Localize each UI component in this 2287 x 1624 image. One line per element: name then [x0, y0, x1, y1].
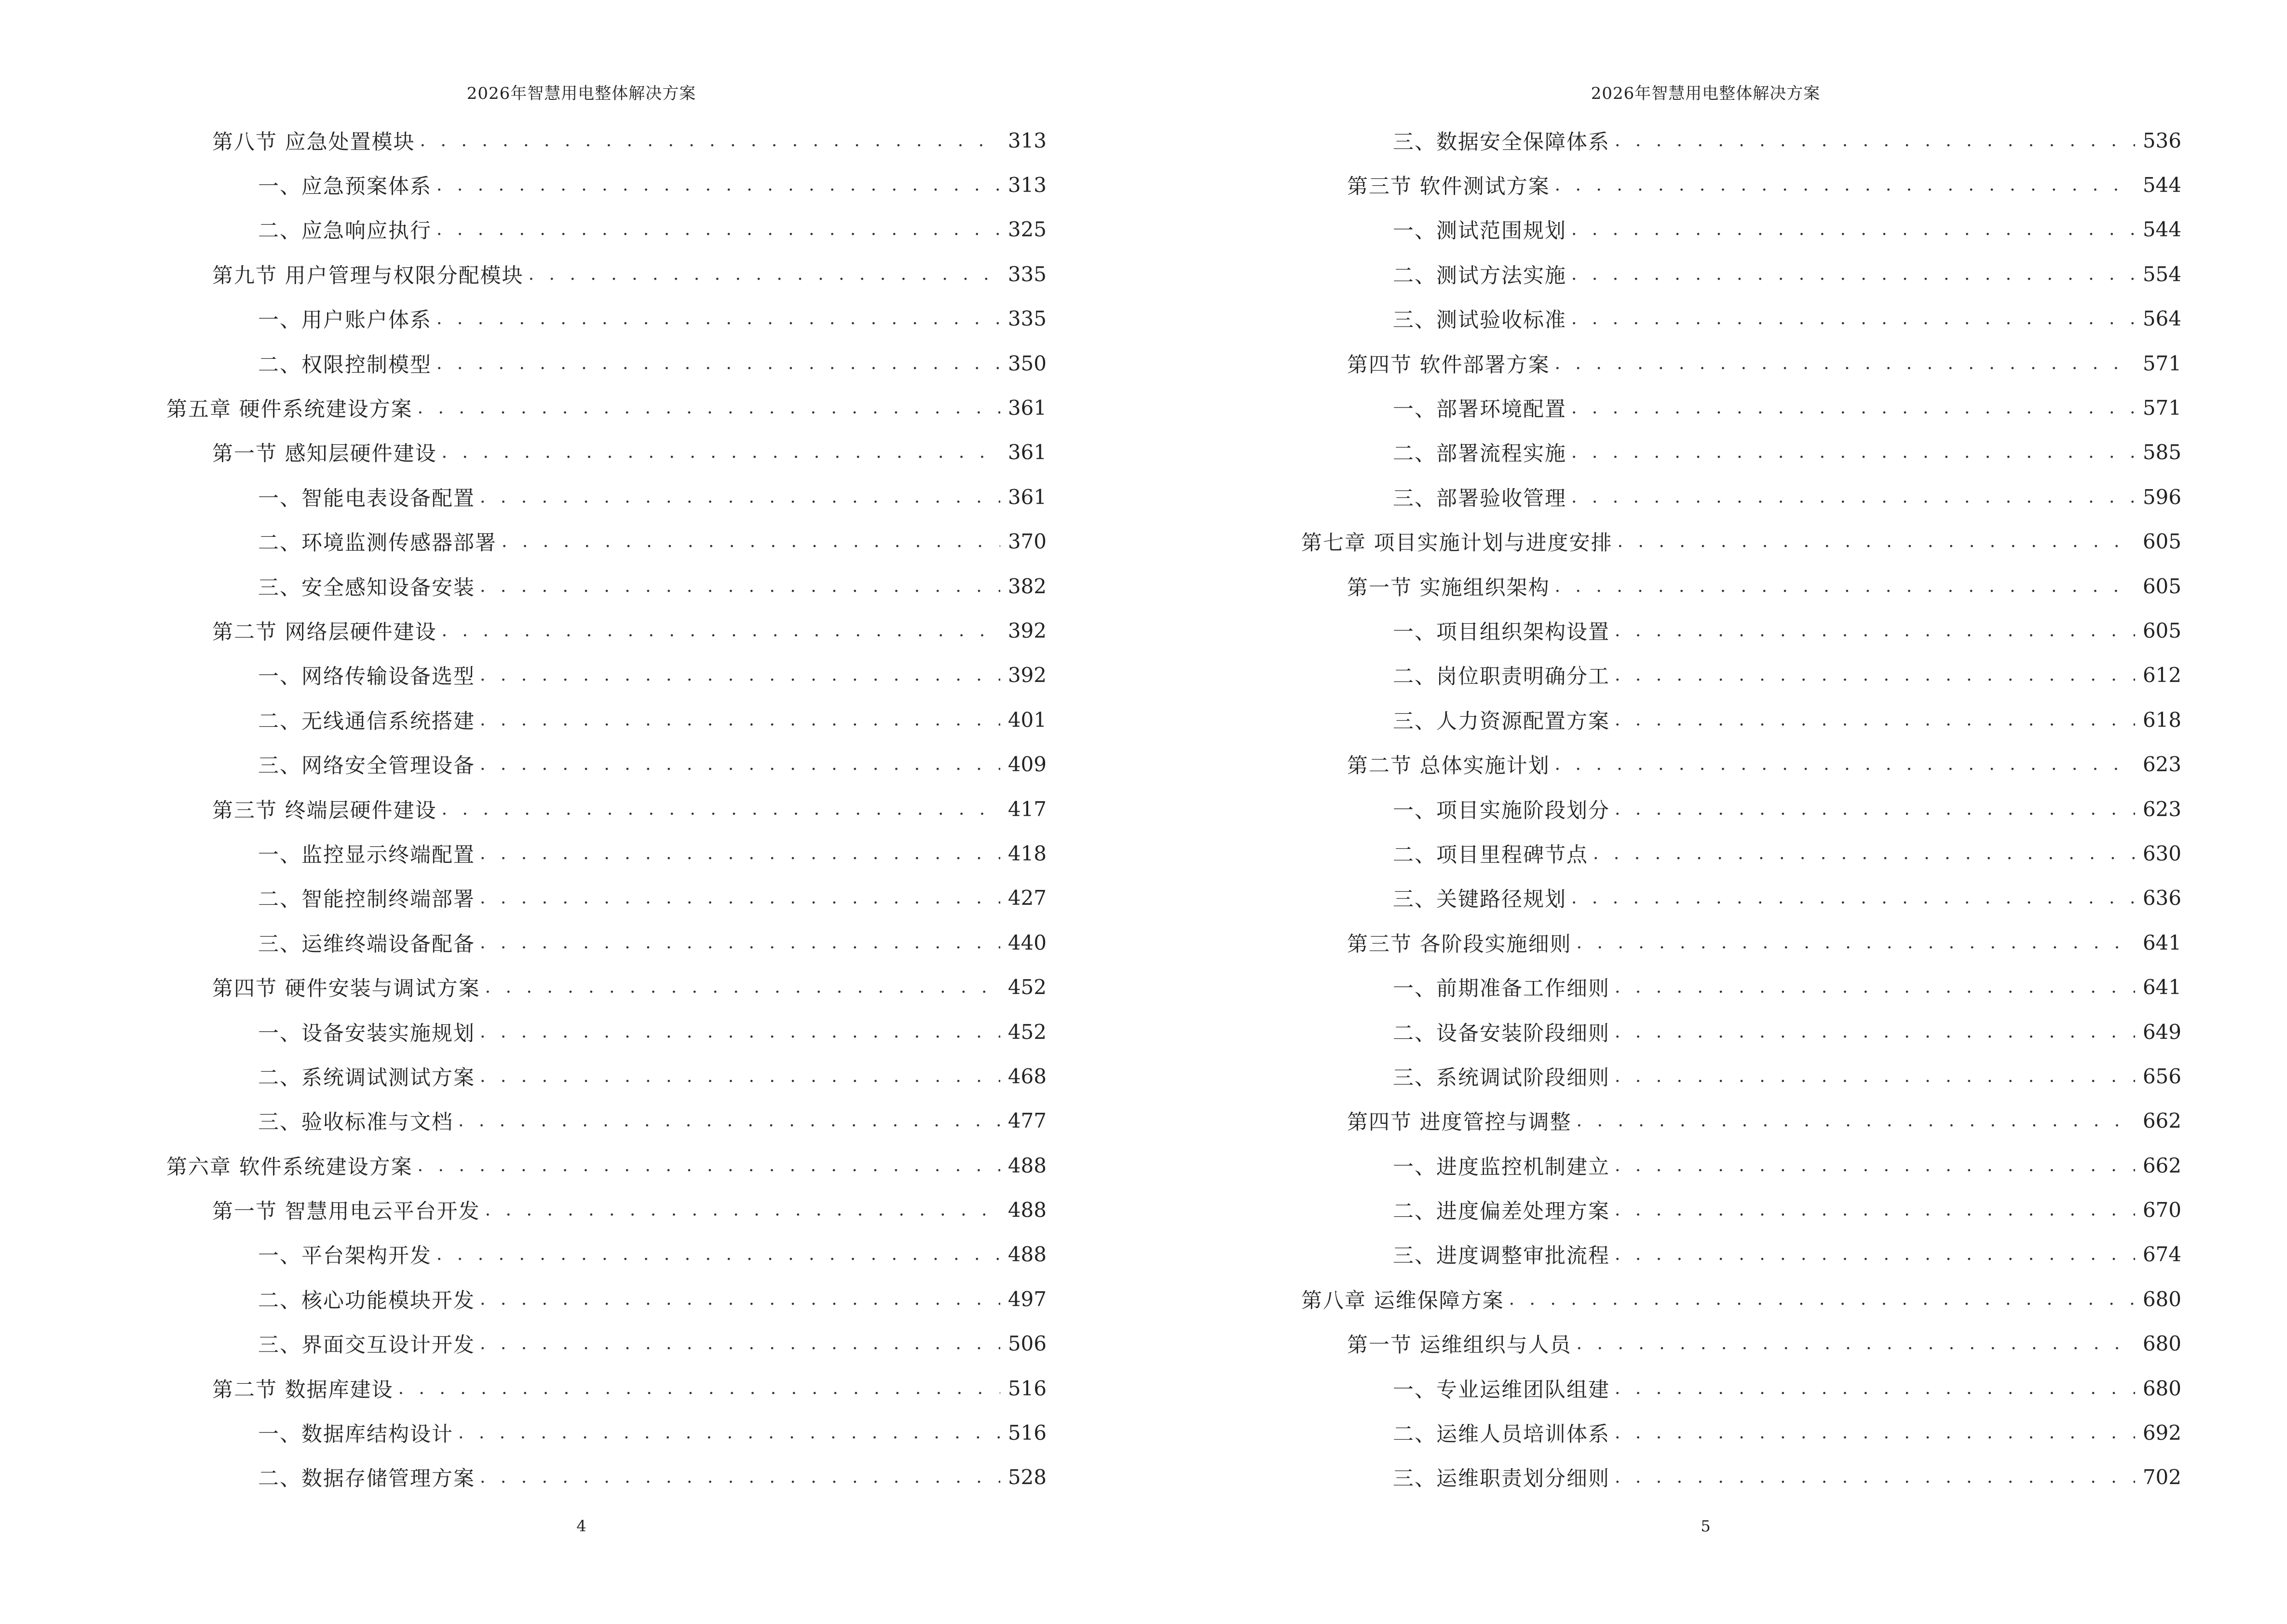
dot-leader	[442, 442, 1000, 463]
dot-leader	[420, 130, 1000, 151]
toc-entry-page-number: 528	[1007, 1465, 1047, 1489]
page-number: 5	[1701, 1517, 1711, 1535]
toc-entry-page-number: 516	[1007, 1376, 1047, 1400]
toc-entry[interactable]	[1301, 920, 2181, 965]
toc-entry[interactable]	[1301, 1143, 2181, 1187]
dot-leader	[1615, 620, 2135, 641]
toc-entry-page-number: 401	[1007, 708, 1047, 732]
dot-leader	[480, 932, 1000, 953]
toc-entry-page-number: 680	[2142, 1287, 2181, 1311]
toc-entry-title: 第九节 用户管理与权限分配模块	[212, 263, 524, 288]
toc-entry[interactable]	[1301, 1187, 2181, 1232]
toc-entry-title: 第四节 进度管控与调整	[1347, 1110, 1572, 1135]
toc-entry-page-number: 350	[1007, 351, 1047, 375]
toc-entry-page-number: 636	[2142, 886, 2181, 910]
toc-entry[interactable]	[166, 1277, 1047, 1321]
dot-leader	[1577, 1333, 2135, 1354]
toc-entry-title: 二、数据存储管理方案	[258, 1467, 475, 1491]
toc-entry[interactable]	[166, 341, 1047, 385]
toc-entry-title: 三、安全感知设备安装	[258, 575, 475, 600]
toc-entry-title: 三、系统调试阶段细则	[1393, 1065, 1610, 1090]
toc-entry[interactable]	[1301, 742, 2181, 786]
toc-entry-page-number: 623	[2142, 797, 2181, 821]
toc-entry[interactable]	[1301, 297, 2181, 341]
toc-entry[interactable]	[166, 1010, 1047, 1054]
toc-entry-title: 第三节 软件测试方案	[1347, 175, 1550, 199]
toc-entry[interactable]	[1301, 1455, 2181, 1500]
toc-entry-title: 第八章 运维保障方案	[1301, 1288, 1504, 1313]
toc-entry[interactable]	[1301, 475, 2181, 519]
toc-entry-page-number: 392	[1007, 663, 1047, 687]
dot-leader	[1571, 219, 2135, 240]
toc-entry-title: 二、环境监测传感器部署	[258, 531, 497, 556]
toc-entry-page-number: 612	[2142, 663, 2181, 687]
dot-leader	[485, 977, 1000, 997]
dot-leader	[1509, 1289, 2135, 1310]
toc-entry-page-number: 571	[2142, 351, 2181, 375]
toc-entry[interactable]	[1301, 1010, 2181, 1054]
dot-leader	[1615, 1244, 2135, 1265]
toc-entry-title: 一、设备安装实施规划	[258, 1021, 475, 1046]
dot-leader	[436, 1244, 1000, 1265]
toc-entry-title: 二、部署流程实施	[1393, 442, 1566, 466]
toc-entry[interactable]	[166, 430, 1047, 475]
toc-entry-title: 二、智能控制终端部署	[258, 887, 475, 912]
toc-entry-page-number: 361	[1007, 440, 1047, 464]
toc-entry-page-number: 564	[2142, 307, 2181, 331]
toc-entry-title: 第八节 应急处置模块	[212, 130, 415, 154]
toc-entry-title: 二、设备安装阶段细则	[1393, 1021, 1610, 1046]
toc-entry-title: 三、数据安全保障体系	[1393, 130, 1610, 154]
toc-entry-page-number: 605	[2142, 530, 2181, 554]
dot-leader	[398, 1378, 1000, 1399]
toc-entry-page-number: 335	[1007, 262, 1047, 286]
dot-leader	[436, 353, 1000, 374]
dot-leader	[480, 576, 1000, 597]
toc-entry-title: 第一节 智慧用电云平台开发	[212, 1200, 480, 1224]
toc-entry-page-number: 361	[1007, 396, 1047, 420]
dot-leader	[1615, 1467, 2135, 1488]
dot-leader	[1571, 442, 2135, 463]
toc-entry[interactable]	[166, 1322, 1047, 1366]
toc-entry-title: 一、平台架构开发	[258, 1244, 432, 1269]
dot-leader	[1615, 799, 2135, 819]
toc-entry-title: 第四节 软件部署方案	[1347, 353, 1550, 377]
dot-leader	[480, 1333, 1000, 1354]
toc-entry-page-number: 488	[1007, 1198, 1047, 1222]
toc-entry-page-number: 544	[2142, 218, 2181, 242]
toc-entry-page-number: 409	[1007, 752, 1047, 777]
toc-entry-page-number: 605	[2142, 618, 2181, 642]
toc-entry[interactable]	[1301, 564, 2181, 608]
toc-entry[interactable]	[166, 1054, 1047, 1098]
toc-entry-page-number: 313	[1007, 173, 1047, 197]
toc-entry-page-number: 488	[1007, 1242, 1047, 1267]
toc-entry[interactable]	[1301, 1277, 2181, 1321]
toc-entry[interactable]	[1301, 1099, 2181, 1143]
toc-entry[interactable]	[166, 385, 1047, 430]
toc-list	[166, 118, 1047, 1500]
toc-entry-page-number: 497	[1007, 1287, 1047, 1311]
toc-entry-title: 第二节 网络层硬件建设	[212, 620, 437, 644]
toc-entry[interactable]	[166, 163, 1047, 207]
dot-leader	[480, 665, 1000, 685]
toc-list	[1301, 118, 2181, 1500]
toc-entry-page-number: 418	[1007, 841, 1047, 865]
toc-entry[interactable]	[1301, 831, 2181, 875]
toc-entry-title: 二、运维人员培训体系	[1393, 1422, 1610, 1447]
toc-entry-page-number: 656	[2142, 1064, 2181, 1088]
toc-entry-page-number: 488	[1007, 1153, 1047, 1177]
dot-leader	[1555, 353, 2135, 374]
dot-leader	[1615, 1066, 2135, 1087]
toc-entry-title: 三、界面交互设计开发	[258, 1333, 475, 1358]
toc-entry-page-number: 452	[1007, 1020, 1047, 1044]
dot-leader	[436, 308, 1000, 329]
dot-leader	[529, 264, 1000, 285]
dot-leader	[480, 843, 1000, 864]
toc-entry-page-number: 516	[1007, 1421, 1047, 1445]
dot-leader	[480, 1467, 1000, 1488]
toc-entry[interactable]	[166, 787, 1047, 831]
toc-entry-title: 第四节 硬件安装与调试方案	[212, 977, 480, 1001]
toc-entry-page-number: 641	[2142, 975, 2181, 999]
dot-leader	[1555, 754, 2135, 775]
toc-entry[interactable]	[1301, 1322, 2181, 1366]
dot-leader	[1571, 308, 2135, 329]
toc-entry-page-number: 680	[2142, 1376, 2181, 1400]
dot-leader	[1615, 130, 2135, 151]
toc-entry-page-number: 427	[1007, 886, 1047, 910]
toc-entry[interactable]	[1301, 653, 2181, 697]
toc-entry[interactable]	[1301, 118, 2181, 163]
toc-entry-title: 一、应急预案体系	[258, 175, 432, 199]
toc-entry-page-number: 662	[2142, 1153, 2181, 1177]
toc-entry[interactable]	[166, 519, 1047, 564]
toc-entry-title: 二、测试方法实施	[1393, 263, 1566, 288]
toc-entry-title: 第六章 软件系统建设方案	[166, 1155, 413, 1179]
toc-entry-title: 第七章 项目实施计划与进度安排	[1301, 531, 1613, 556]
toc-entry[interactable]	[166, 118, 1047, 163]
page-number: 4	[576, 1517, 586, 1535]
toc-entry[interactable]	[166, 1143, 1047, 1187]
dot-leader	[1577, 1110, 2135, 1131]
toc-entry-title: 三、网络安全管理设备	[258, 754, 475, 778]
toc-entry-page-number: 382	[1007, 574, 1047, 598]
dot-leader	[502, 531, 1000, 552]
toc-entry[interactable]	[1301, 965, 2181, 1009]
toc-entry-page-number: 392	[1007, 618, 1047, 642]
toc-entry[interactable]	[1301, 608, 2181, 653]
dot-leader	[1615, 710, 2135, 730]
toc-entry-title: 一、智能电表设备配置	[258, 486, 475, 511]
toc-entry[interactable]	[166, 1187, 1047, 1232]
toc-entry-title: 一、项目实施阶段划分	[1393, 798, 1610, 823]
toc-entry-title: 三、关键路径规划	[1393, 887, 1566, 912]
toc-entry-title: 一、项目组织架构设置	[1393, 620, 1610, 644]
toc-entry-page-number: 370	[1007, 530, 1047, 554]
dot-leader	[485, 1200, 1000, 1220]
dot-leader	[458, 1110, 1000, 1131]
toc-entry-title: 一、进度监控机制建立	[1393, 1155, 1610, 1179]
dot-leader	[436, 219, 1000, 240]
running-header: 2026年智慧用电整体解决方案	[1591, 84, 1821, 103]
toc-entry[interactable]	[1301, 341, 2181, 385]
toc-entry-title: 第一节 实施组织架构	[1347, 575, 1550, 600]
dot-leader	[418, 397, 1000, 418]
toc-entry-page-number: 452	[1007, 975, 1047, 999]
dot-leader	[1571, 397, 2135, 418]
toc-entry-page-number: 596	[2142, 485, 2181, 509]
toc-entry[interactable]	[1301, 163, 2181, 207]
toc-entry-page-number: 313	[1007, 128, 1047, 152]
toc-entry-page-number: 623	[2142, 752, 2181, 777]
dot-leader	[1615, 977, 2135, 997]
toc-entry[interactable]	[166, 920, 1047, 965]
dot-leader	[1555, 576, 2135, 597]
toc-entry-title: 二、进度偏差处理方案	[1393, 1200, 1610, 1224]
toc-entry[interactable]	[166, 876, 1047, 920]
toc-entry-page-number: 630	[2142, 841, 2181, 865]
toc-entry-page-number: 680	[2142, 1332, 2181, 1356]
dot-leader	[480, 754, 1000, 775]
dot-leader	[480, 1289, 1000, 1310]
toc-entry-page-number: 506	[1007, 1332, 1047, 1356]
dot-leader	[442, 799, 1000, 819]
dot-leader	[1571, 487, 2135, 507]
toc-entry-title: 二、核心功能模块开发	[258, 1288, 475, 1313]
toc-entry[interactable]	[166, 742, 1047, 786]
toc-entry-title: 三、进度调整审批流程	[1393, 1244, 1610, 1269]
toc-entry[interactable]	[1301, 385, 2181, 430]
toc-entry-page-number: 618	[2142, 708, 2181, 732]
running-header: 2026年智慧用电整体解决方案	[466, 84, 696, 103]
toc-entry-title: 一、用户账户体系	[258, 308, 432, 333]
dot-leader	[480, 1066, 1000, 1087]
toc-entry[interactable]	[1301, 1054, 2181, 1098]
dot-leader	[442, 620, 1000, 641]
toc-entry[interactable]	[1301, 697, 2181, 742]
dot-leader	[480, 487, 1000, 507]
toc-entry-title: 一、专业运维团队组建	[1393, 1378, 1610, 1402]
toc-entry-title: 三、测试验收标准	[1393, 308, 1566, 333]
toc-entry-title: 第一节 感知层硬件建设	[212, 442, 437, 466]
toc-entry-title: 二、系统调试测试方案	[258, 1065, 475, 1090]
toc-entry[interactable]	[166, 608, 1047, 653]
toc-entry-page-number: 674	[2142, 1242, 2181, 1267]
dot-leader	[480, 887, 1000, 908]
toc-entry[interactable]	[166, 297, 1047, 341]
toc-entry[interactable]	[166, 252, 1047, 296]
toc-entry-page-number: 440	[1007, 930, 1047, 955]
toc-entry-title: 三、验收标准与文档	[258, 1110, 453, 1135]
dot-leader	[436, 175, 1000, 195]
toc-entry-page-number: 692	[2142, 1421, 2181, 1445]
dot-leader	[1571, 887, 2135, 908]
toc-entry[interactable]	[1301, 876, 2181, 920]
toc-entry-title: 三、部署验收管理	[1393, 486, 1566, 511]
toc-entry-title: 三、运维职责划分细则	[1393, 1467, 1610, 1491]
toc-entry[interactable]	[1301, 430, 2181, 475]
toc-entry-title: 一、测试范围规划	[1393, 219, 1566, 244]
toc-entry[interactable]	[166, 564, 1047, 608]
dot-leader	[1618, 531, 2135, 552]
toc-entry-title: 第三节 终端层硬件建设	[212, 798, 437, 823]
toc-entry-title: 三、运维终端设备配备	[258, 932, 475, 956]
toc-entry-title: 二、无线通信系统搭建	[258, 709, 475, 734]
toc-entry[interactable]	[1301, 1366, 2181, 1410]
toc-entry-title: 一、部署环境配置	[1393, 397, 1566, 422]
toc-entry[interactable]	[166, 965, 1047, 1009]
toc-entry[interactable]	[1301, 1232, 2181, 1277]
toc-entry-page-number: 670	[2142, 1198, 2181, 1222]
toc-entry[interactable]	[1301, 252, 2181, 296]
dot-leader	[1615, 1022, 2135, 1042]
toc-entry[interactable]	[166, 831, 1047, 875]
right-page	[1144, 0, 2287, 1624]
dot-leader	[1555, 175, 2135, 195]
toc-entry-page-number: 325	[1007, 218, 1047, 242]
toc-entry-title: 一、数据库结构设计	[258, 1422, 453, 1447]
dot-leader	[480, 1022, 1000, 1042]
toc-entry[interactable]	[1301, 1410, 2181, 1455]
toc-entry-title: 第一节 运维组织与人员	[1347, 1333, 1572, 1358]
toc-entry-title: 一、网络传输设备选型	[258, 665, 475, 689]
toc-entry-page-number: 335	[1007, 307, 1047, 331]
dot-leader	[418, 1155, 1000, 1176]
toc-entry-title: 第五章 硬件系统建设方案	[166, 397, 413, 422]
toc-entry-page-number: 649	[2142, 1020, 2181, 1044]
toc-entry-page-number: 468	[1007, 1064, 1047, 1088]
toc-entry-page-number: 417	[1007, 797, 1047, 821]
toc-entry-page-number: 554	[2142, 262, 2181, 286]
dot-leader	[1577, 932, 2135, 953]
toc-entry-page-number: 585	[2142, 440, 2181, 464]
toc-entry-title: 二、岗位职责明确分工	[1393, 665, 1610, 689]
dot-leader	[1615, 1422, 2135, 1443]
toc-entry[interactable]	[1301, 787, 2181, 831]
dot-leader	[1615, 1155, 2135, 1176]
toc-entry[interactable]	[166, 1455, 1047, 1500]
toc-entry-title: 一、监控显示终端配置	[258, 843, 475, 867]
toc-entry[interactable]	[166, 207, 1047, 252]
toc-entry[interactable]	[166, 475, 1047, 519]
toc-entry-page-number: 477	[1007, 1109, 1047, 1133]
dot-leader	[480, 710, 1000, 730]
toc-entry-title: 一、前期准备工作细则	[1393, 977, 1610, 1001]
toc-entry-page-number: 544	[2142, 173, 2181, 197]
dot-leader	[1615, 1200, 2135, 1220]
toc-entry[interactable]	[1301, 519, 2181, 564]
dot-leader	[1593, 843, 2135, 864]
toc-entry-title: 三、人力资源配置方案	[1393, 709, 1610, 734]
toc-entry-page-number: 702	[2142, 1465, 2181, 1489]
toc-entry-page-number: 641	[2142, 930, 2181, 955]
toc-entry[interactable]	[166, 653, 1047, 697]
dot-leader	[1615, 665, 2135, 685]
dot-leader	[1571, 264, 2135, 285]
toc-entry-title: 二、权限控制模型	[258, 353, 432, 377]
toc-entry-title: 二、项目里程碑节点	[1393, 843, 1588, 867]
toc-entry[interactable]	[1301, 207, 2181, 252]
toc-entry[interactable]	[166, 1410, 1047, 1455]
dot-leader	[1615, 1378, 2135, 1399]
toc-entry-page-number: 662	[2142, 1109, 2181, 1133]
toc-entry-title: 第三节 各阶段实施细则	[1347, 932, 1572, 956]
toc-entry-page-number: 536	[2142, 128, 2181, 152]
toc-entry[interactable]	[166, 1099, 1047, 1143]
toc-entry[interactable]	[166, 1366, 1047, 1410]
toc-entry[interactable]	[166, 697, 1047, 742]
toc-entry-title: 第二节 总体实施计划	[1347, 754, 1550, 778]
toc-entry-title: 第二节 数据库建设	[212, 1378, 394, 1402]
toc-entry-title: 二、应急响应执行	[258, 219, 432, 244]
toc-entry-page-number: 605	[2142, 574, 2181, 598]
toc-entry-page-number: 361	[1007, 485, 1047, 509]
toc-entry[interactable]	[166, 1232, 1047, 1277]
dot-leader	[458, 1422, 1000, 1443]
toc-entry-page-number: 571	[2142, 396, 2181, 420]
